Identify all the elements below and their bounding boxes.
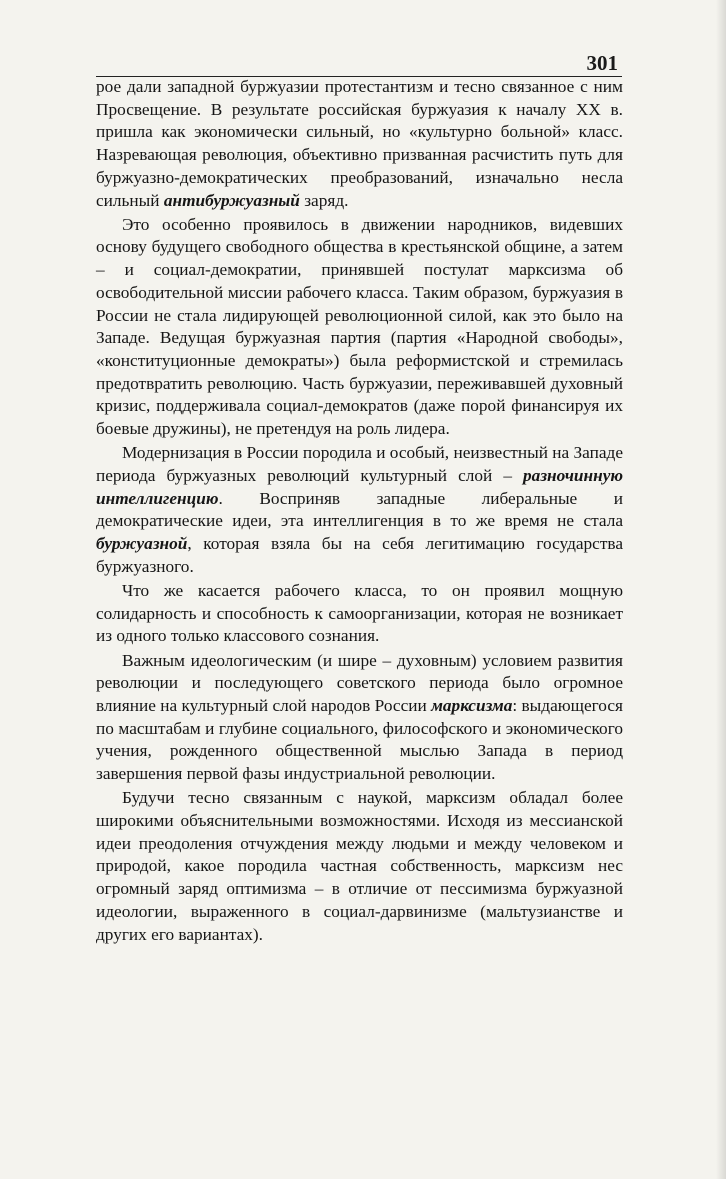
paragraph-6: Будучи тесно связанным с наукой, марксизм обладал более широкими объяснительными возможностями. Исходя из мессианской идеи преодоления отчуждения между людьми и между человеком и природой, какое породила частная собственность, марксизм нес огромный заряд оптимизма – в отличие от пессимизма буржуазной идеологии, выраженного в социал-дарвинизме (мальтузианстве и других его вариантах).	[96, 788, 623, 944]
paragraph-2: Это особенно проявилось в движении народников, видевших основу будущего свободного общества в крестьянской общине, а затем – и социал-демократии, принявшей постулат марксизма об освободительной миссии рабочего класса. Таким образом, буржуазия в России не стала лидирующей революционной силой, как это было на Западе. Ведущая буржуазная партия (партия «Народной свободы», «конституционные демократы») была реформистской и стремилась предотвратить революцию. Часть буржуазии, переживавшей духовный кризис, поддерживала социал-демократов (даже порой финансируя их боевые дружины), не претендуя на роль лидера.	[96, 214, 623, 439]
emphasis-bourgeois: буржуазной	[96, 534, 188, 554]
page-number: 301	[586, 51, 618, 75]
paragraph-1: рое дали западной буржуазии протестантизм и тесно связанное с ним Просвещение. В результате российская буржуазия к началу XX в. пришла как экономически сильный, но «культурно больной» класс. Назревающая революция, объективно призванная расчистить путь для буржуазно-демократических преобразований, изначально несла сильный антибуржуазный заряд.	[96, 77, 623, 210]
emphasis-marxism: марксизма	[431, 695, 513, 715]
page-edge-shadow	[716, 0, 726, 1179]
emphasis-raznochinnaya-intelligentsia: разночинную интеллигенцию	[96, 465, 623, 508]
emphasis-antibourgeois: антибуржуазный	[163, 190, 300, 210]
body-text	[96, 76, 623, 948]
paragraph-3: Модернизация в России породила и особый, неизвестный на Западе периода буржуазных революций культурный слой – разночинную интеллигенцию. Восприняв западные либеральные и демократические идеи, эта интеллигенция в то же время не стала буржуазной, которая взяла бы на себя легитимацию государства буржуазного.	[96, 443, 623, 576]
paragraph-5: Важным идеологическим (и шире – духовным) условием развития революции и последующего советского периода было огромное влияние на культурный слой народов России марксизма: выдающегося по масштабам и глубине социального, философского и экономического учения, рожденного общественной мыслью Запада в период завершения первой фазы индустриальной революции.	[96, 650, 623, 784]
paragraph-4: Что же касается рабочего класса, то он проявил мощную солидарность и способность к самоорганизации, которая не возникает из одного только классового сознания.	[96, 580, 623, 646]
page-header	[96, 50, 622, 77]
